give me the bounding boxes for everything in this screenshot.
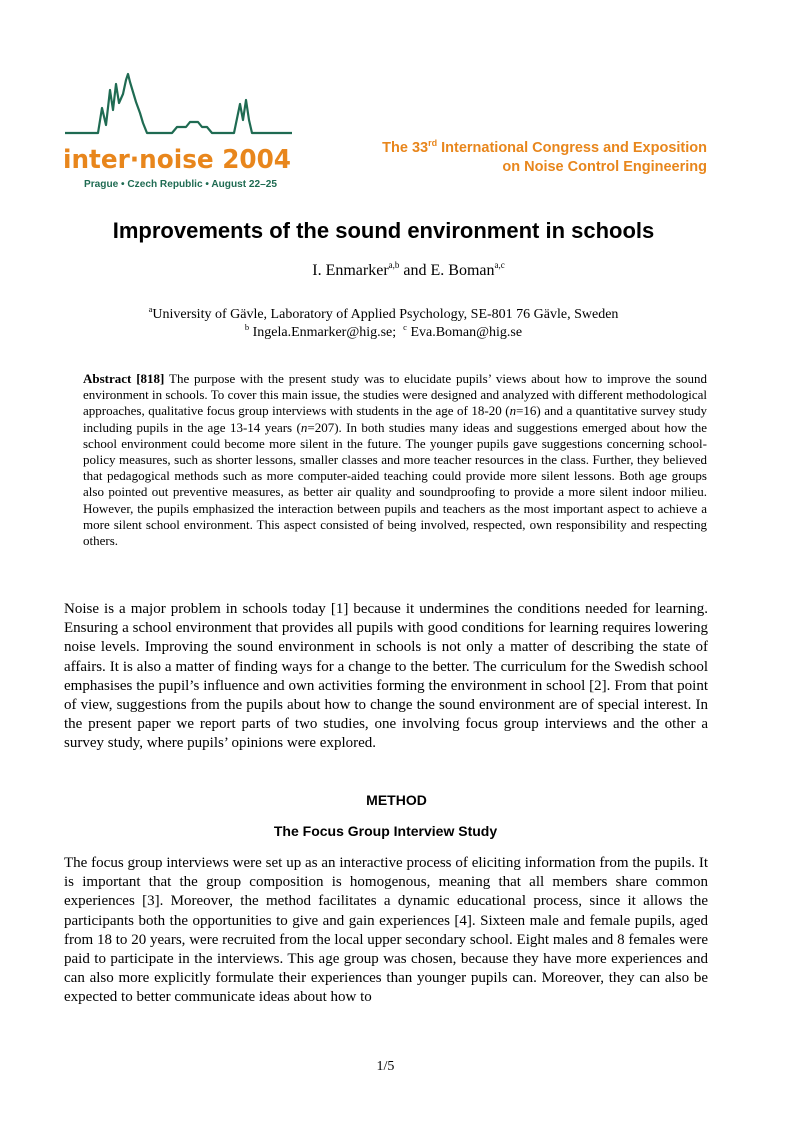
abstract-label: Abstract [818] [83,371,165,386]
email-c: Eva.Boman@hig.se [406,325,523,340]
author-2: and E. Boman [399,262,495,279]
focus-group-paragraph: The focus group interviews were set up as an interactive process of eliciting information from the pupils. It is important that the group composition is homogenous, meaning that all members share common experiences [3]. Moreover, the method facilitates a dynamic educational process, since it allows the participants both the opportunities to give and gain experiences [4]. Sixteen male and female pupils, aged from 18 to 20 years, were recruited from the local upper secondary school. Eight males and 8 females were paid to participate in the interviews. This age group was chosen, because they have more experiences and can also more explicitly formulate their experiences than younger pupils can. Moreover, they can also be expected to better communicate ideas about how to [64,855,708,1006]
author-1: I. Enmarker [312,262,389,279]
congress-line-2: on Noise Control Engineering [502,159,707,175]
skyline-logo-graphic [62,70,294,192]
conference-logo [62,70,294,192]
email-b: Ingela.Enmarker@hig.se; [249,325,397,340]
congress-line-1: The 33rd International Congress and Exposition [382,138,707,156]
congress-title [307,139,707,177]
author-line: I. Enmarker$^{a,b}$ and E. Boman$^{a,c}$ [312,260,505,279]
logo-wordmark: inter·noise 2004 [63,145,291,175]
paper-title: Improvements of the sound environment in schools [112,218,655,243]
affiliation-line: $^a$University of Gävle, Laboratory of Applied Psychology, SE-801 76 Gävle, Sweden [148,304,619,322]
logo-tagline: Prague • Czech Republic • August 22–25 [84,179,278,190]
section-heading-method: METHOD [366,792,427,808]
abstract: Abstract [818] The purpose with the present study was to elucidate pupils’ views about how to improve the sound environment in schools. To cover this main issue, the studies were designed and analyzed with different methodological approaches, qualitative focus group interviews with students in the age of 18-20 (n=16) and a quantitative survey study including pupils in the age 13-14 years (n=207). In both studies many ideas and suggestions emerged about how the school environment could become more silent in the future. The younger pupils gave suggestions concerning school-policy measures, such as shorter lessons, smaller classes and more teacher resources in the class. Further, they believed that pedagogical methods such as more computer-aided teaching could provide more silent lessons. Both age groups also pointed out preventive measures, as better air quality and soundproofing to provide a more silent indoor milieu. However, the pupils emphasized the interaction between pupils and teachers as the most important aspect to achieve a more silent school environment. This aspect consisted of being involved, respected, own responsibility and respecting others. [83,371,707,549]
page-number: 1/5 [376,1059,395,1074]
email-line: $^b$ Ingela.Enmarker@hig.se; $^c$ Eva.Boman@hig.se [244,322,523,340]
prague-skyline-icon [65,74,292,133]
affiliation-block [0,306,767,342]
subsection-heading-focus-group: The Focus Group Interview Study [273,823,498,839]
intro-paragraph: Noise is a major problem in schools today [1] because it undermines the conditions needed for learning. Ensuring a school environment that provides all pupils with good conditions for learning requires lowering noise levels. Improving the sound environment in schools is not only a matter of describing the state of affairs. It is also a matter of finding ways for a change to the better. The curriculum for the Swedish school emphasises the pupil’s influence and own activities forming the environment in school [2]. From that point of view, suggestions from the pupils about how to change the sound environment are of special interest. In the present paper we report parts of two studies, one involving focus group interviews and the other a survey study, where pupils’ opinions were explored. [64,601,708,752]
